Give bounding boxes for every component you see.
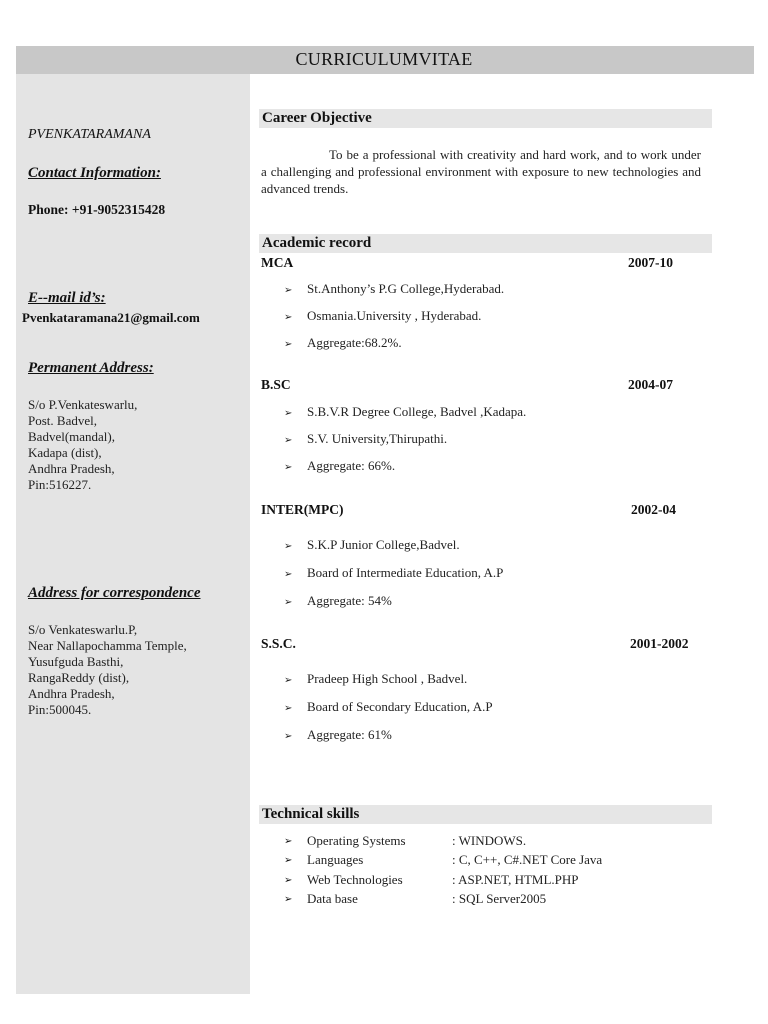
academic-record-heading: Academic record <box>262 235 372 251</box>
list-item: ➢ S.K.P Junior College,Badvel. <box>284 537 460 552</box>
list-item: ➢ S.V. University,Thirupathi. <box>284 431 448 446</box>
list-item: ➢ S.B.V.R Degree College, Badvel ,Kadapa. <box>284 404 527 419</box>
arrow-bullet-icon: ➢ <box>284 312 293 323</box>
degree-mca: MCA <box>261 255 294 270</box>
arrow-bullet-icon: ➢ <box>284 731 293 742</box>
years-inter: 2002-04 <box>631 502 676 517</box>
arrow-bullet-icon: ➢ <box>284 435 293 446</box>
email-heading: E--mail id’s: <box>28 290 106 306</box>
arrow-bullet-icon: ➢ <box>284 875 293 886</box>
arrow-bullet-icon: ➢ <box>284 339 293 350</box>
permanent-address-heading: Permanent Address: <box>28 360 154 376</box>
arrow-bullet-icon: ➢ <box>284 597 293 608</box>
list-item: ➢ Pradeep High School , Badvel. <box>284 671 468 686</box>
list-item: ➢ St.Anthony’s P.G College,Hyderabad. <box>284 281 505 296</box>
years-mca: 2007-10 <box>628 255 673 270</box>
arrow-bullet-icon: ➢ <box>284 675 293 686</box>
arrow-bullet-icon: ➢ <box>284 569 293 580</box>
technical-skills-heading: Technical skills <box>262 806 360 822</box>
arrow-bullet-icon: ➢ <box>284 541 293 552</box>
phone-number: Phone: +91-9052315428 <box>28 202 166 217</box>
page-title: CURRICULUMVITAE <box>295 49 473 69</box>
career-objective-heading: Career Objective <box>262 110 372 126</box>
permanent-address: S/o P.Venkateswarlu, Post. Badvel, Badvel(mandal), Kadapa (dist), Andhra Pradesh, Pin:516227. <box>28 397 138 492</box>
arrow-bullet-icon: ➢ <box>284 408 293 419</box>
email-address: Pvenkataramana21@gmail.com <box>22 310 200 325</box>
list-item: ➢ Aggregate: 66%. <box>284 458 396 473</box>
career-objective-text: To be a professional with creativity and hard work, and to work under a challenging and professional environment with exposure to new technologies and advanced trends. <box>261 147 701 196</box>
skill-value: : WINDOWS. <box>452 833 527 848</box>
list-item: ➢ Osmania.University , Hyderabad. <box>284 308 482 323</box>
arrow-bullet-icon: ➢ <box>284 855 293 866</box>
correspondence-address: S/o Venkateswarlu.P, Near Nallapochamma Temple, Yusufguda Basthi, RangaReddy (dist), Andhra Pradesh, Pin:500045. <box>28 622 187 717</box>
degree-inter: INTER(MPC) <box>261 502 344 517</box>
arrow-bullet-icon: ➢ <box>284 703 293 714</box>
arrow-bullet-icon: ➢ <box>284 285 293 296</box>
list-item: ➢ Board of Intermediate Education, A.P <box>284 565 504 580</box>
correspondence-heading: Address for correspondence <box>28 585 201 601</box>
skill-value: : ASP.NET, HTML.PHP <box>452 872 579 887</box>
years-ssc: 2001-2002 <box>630 636 689 651</box>
skill-value: : SQL Server2005 <box>452 891 547 906</box>
skill-label: Data base <box>307 891 358 906</box>
list-item: ➢ Aggregate:68.2%. <box>284 335 402 350</box>
degree-ssc: S.S.C. <box>261 636 296 651</box>
skill-label: Web Technologies <box>307 872 403 887</box>
list-item: ➢ Aggregate: 61% <box>284 727 392 742</box>
years-bsc: 2004-07 <box>628 377 673 392</box>
arrow-bullet-icon: ➢ <box>284 836 293 847</box>
list-item: ➢ Board of Secondary Education, A.P <box>284 699 493 714</box>
candidate-name: PVENKATARAMANA <box>28 127 151 142</box>
list-item: ➢ Aggregate: 54% <box>284 593 392 608</box>
arrow-bullet-icon: ➢ <box>284 462 293 473</box>
arrow-bullet-icon: ➢ <box>284 894 293 905</box>
skill-label: Operating Systems <box>307 833 406 848</box>
contact-heading: Contact Information: <box>28 165 161 181</box>
skill-label: Languages <box>307 852 364 867</box>
degree-bsc: B.SC <box>261 377 291 392</box>
skill-value: : C, C++, C#.NET Core Java <box>452 852 603 867</box>
